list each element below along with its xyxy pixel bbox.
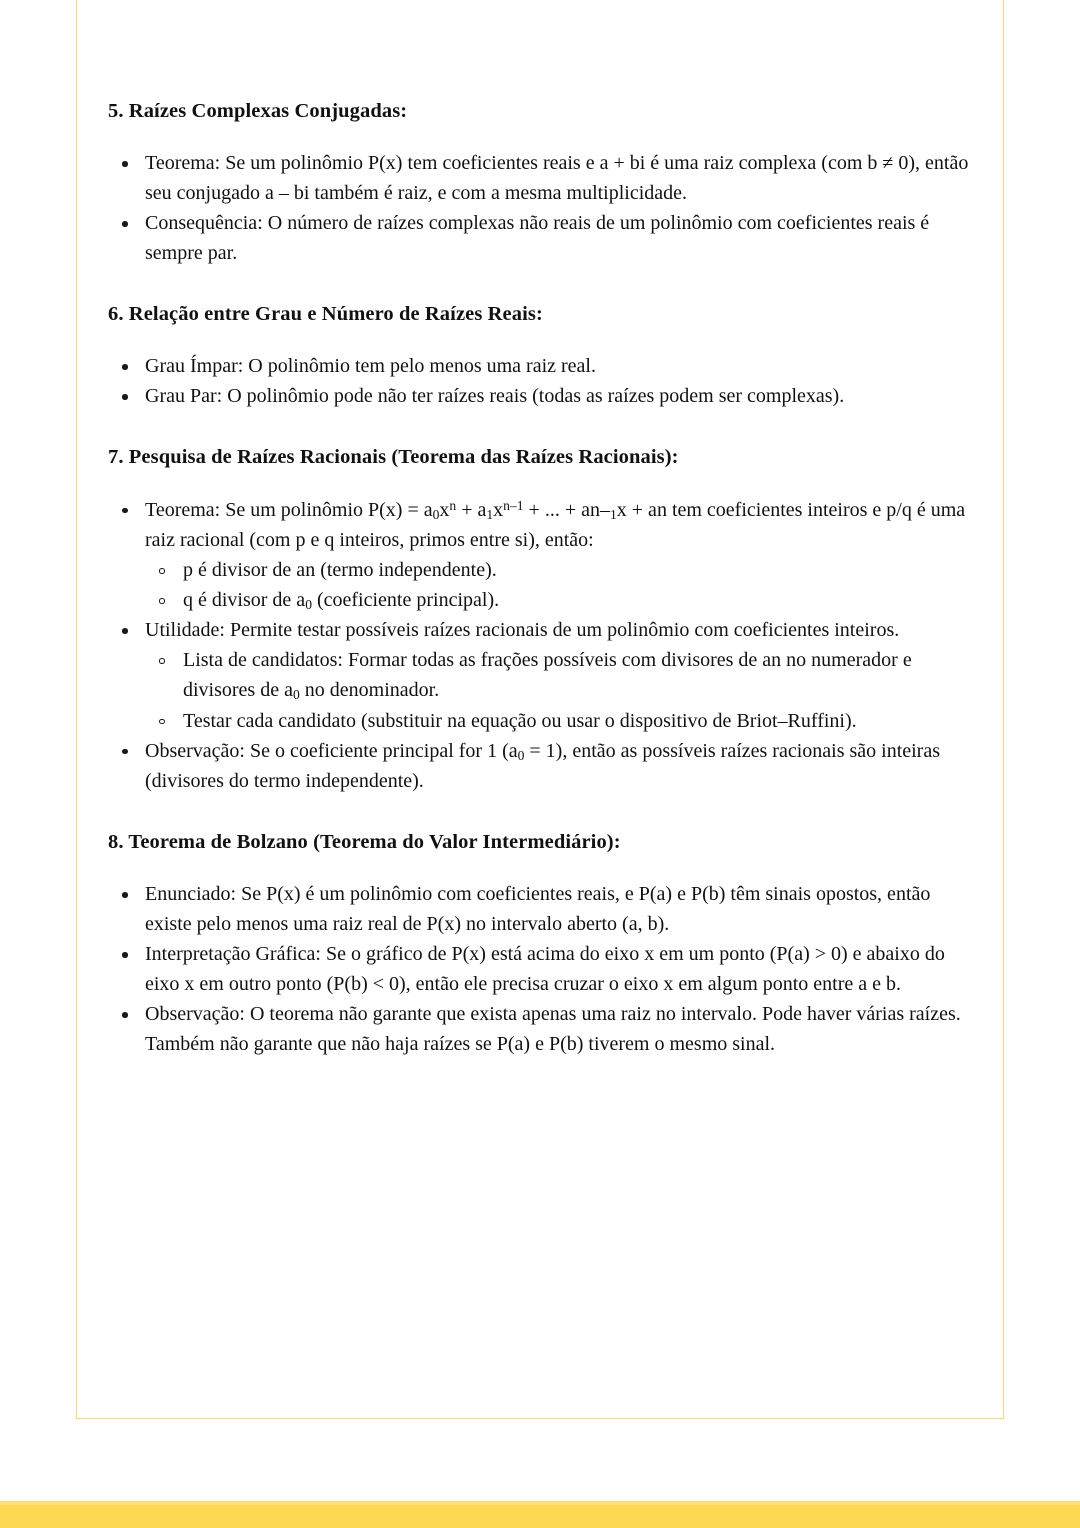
list-item xyxy=(145,706,976,736)
list-item xyxy=(108,381,976,411)
list-item-text: Interpretação Gráfica: Se o gráfico de P(x) está acima do eixo x em um ponto (P(a) > 0) e abaixo do eixo x em outro ponto (P(b) < 0), então ele precisa cruzar o eixo x em algum ponto entre a e b. xyxy=(145,943,945,996)
spacer xyxy=(108,855,976,879)
list-item xyxy=(145,585,976,615)
list-item xyxy=(145,555,976,585)
section-heading-7: 7. Pesquisa de Raízes Racionais (Teorema das Raízes Racionais): xyxy=(108,446,679,469)
list-item-text: Testar cada candidato (substituir na equação ou usar o dispositivo de Briot–Ruffini). xyxy=(183,709,857,732)
list-item xyxy=(108,879,976,939)
list-item-text: Teorema: Se um polinômio $P(x) = a_0x^n + a_1x^{n-1}$ + ... + $an-_1x$ + an tem coeficientes inteiros e p/q é uma raiz racional (com p e q inteiros, primos entre si), então: xyxy=(145,497,966,552)
list-item xyxy=(108,495,976,616)
section-7-subitem-list-2 xyxy=(145,645,976,735)
spacer xyxy=(108,268,976,301)
list-item-text: Grau Ímpar: O polinômio tem pelo menos uma raiz real. xyxy=(145,355,596,378)
section-7-bullet-list xyxy=(108,495,976,797)
list-item xyxy=(108,736,976,796)
list-item xyxy=(108,615,976,735)
list-item xyxy=(108,999,976,1059)
list-item-text: Utilidade: Permite testar possíveis raízes racionais de um polinômio com coeficientes inteiros. xyxy=(145,619,900,642)
list-item xyxy=(145,645,976,705)
list-item-text: Grau Par: O polinômio pode não ter raízes reais (todas as raízes podem ser complexas). xyxy=(145,385,845,408)
list-item xyxy=(108,208,976,268)
spacer xyxy=(108,796,976,829)
section-6-bullet-list xyxy=(108,351,976,411)
list-item-text: Consequência: O número de raízes complexas não reais de um polinômio com coeficientes reais é sempre par. xyxy=(145,212,930,265)
section-7-subitem-list-1 xyxy=(145,555,976,615)
section-heading-6: 6. Relação entre Grau e Número de Raízes Reais: xyxy=(108,303,543,326)
list-item-text: Observação: O teorema não garante que exista apenas uma raiz no intervalo. Pode haver várias raízes. Também não garante que não haja raízes se P(a) e P(b) tiverem o mesmo sinal. xyxy=(145,1003,961,1056)
spacer xyxy=(108,471,976,495)
list-item-text: Observação: Se o coeficiente principal for 1 $(a_0 = 1)$, então as possíveis raízes racionais são inteiras (divisores do termo independente). xyxy=(145,739,941,793)
spacer xyxy=(108,411,976,444)
bottom-accent-bar xyxy=(0,1505,1080,1528)
list-item-text: Enunciado: Se P(x) é um polinômio com coeficientes reais, e P(a) e P(b) têm sinais opostos, então existe pelo menos uma raiz real de P(x) no intervalo aberto (a, b). xyxy=(145,883,931,936)
list-item-text: Teorema: Se um polinômio P(x) tem coeficientes reais e a + bi é uma raiz complexa (com b ≠ 0), então seu conjugado a – bi também é raiz, e com a mesma multiplicidade. xyxy=(145,152,969,205)
section-8-bullet-list xyxy=(108,879,976,1059)
section-heading-5: 5. Raízes Complexas Conjugadas: xyxy=(108,100,408,122)
section-heading-8: 8. Teorema de Bolzano (Teorema do Valor Intermediário): xyxy=(108,831,621,854)
section-5-bullet-list xyxy=(108,148,976,268)
spacer xyxy=(108,124,976,148)
list-item-text: p é divisor de an (termo independente). xyxy=(183,559,497,582)
document-content xyxy=(108,98,976,1059)
list-item xyxy=(108,351,976,381)
spacer xyxy=(108,327,976,351)
list-item xyxy=(108,939,976,999)
list-item xyxy=(108,148,976,208)
list-item-text: Lista de candidatos: Formar todas as frações possíveis com divisores de an no numerador e divisores de $a_0$ no denominador. xyxy=(183,649,912,703)
list-item-text: q é divisor de $a_0$ (coeficiente principal). xyxy=(183,589,500,613)
